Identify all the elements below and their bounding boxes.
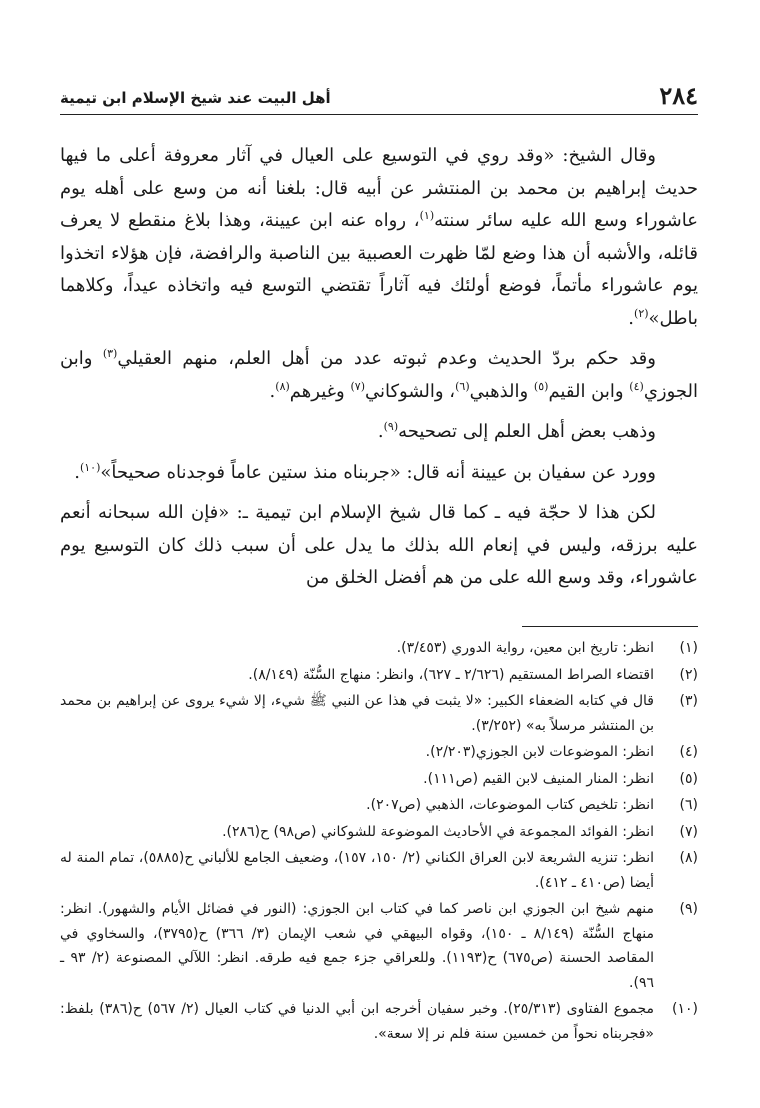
paragraph-3 [60,416,698,449]
footnote-ref-6[interactable]: (٦) [455,379,470,393]
footnote-number: (٧) [679,823,698,840]
footnote-text: انظر: الموضوعات لابن الجوزي(٢/٢٠٣). [425,744,654,760]
running-header [60,80,698,115]
footnote-6 [60,793,698,818]
footnote-ref-3[interactable]: (٣) [102,347,118,360]
footnote-text: انظر: الفوائد المجموعة في الأحاديث الموضوعة للشوكاني (ص٩٨) ح(٢٨٦). [222,823,654,840]
footnote-ref-10[interactable]: (١٠) [79,460,101,474]
footnote-number: (٨) [679,850,698,866]
text-run: وقال الشيخ: «وقد روي في التوسيع على العيال في آثار معروفة أعلى ما فيها حديث إبراهيم بن محمد بن المنتشر عن أبيه قال: بلغنا أنه من وسع على أهله يوم عاشوراء وسع الله عليه سائر سنته [60,145,698,231]
text-run: وقد حكم بردّ الحديث وعدم ثبوته عدد من أهل العلم، منهم العقيلي [117,348,656,369]
footnote-ref-2[interactable]: (٢) [634,306,649,320]
paragraph-2 [60,343,698,408]
text-run: وابن القيم [548,380,630,402]
text-run: . [269,380,276,402]
footnote-ref-9[interactable]: (٩) [383,420,399,433]
footnote-7 [60,820,698,845]
footnote-1 [60,636,698,661]
footnote-number: (٦) [679,797,698,813]
footnote-text: انظر: تلخيص كتاب الموضوعات، الذهبي (ص٢٠٧). [366,797,654,813]
footnote-9 [60,897,698,995]
footnote-number: (٢) [679,666,698,683]
footnote-ref-1[interactable]: (١) [419,209,435,222]
text-run: . [377,421,384,442]
footnotes [60,636,698,1048]
footnote-text: انظر: تنزيه الشريعة لابن العراق الكناني (٢/ ١٥٠، ١٥٧)، وضعيف الجامع للألباني ح(٥٨٨٥)، تمام المنة له أيضا (ص٤١٠ ـ ٤١٢). [60,850,655,891]
footnote-4 [60,740,698,765]
text-run: وغيرهم [289,380,351,402]
text-run: والذهبي [469,380,534,402]
footnote-text: مجموع الفتاوى (٢٥/٣١٣). وخبر سفيان أخرجه ابن أبي الدنيا في كتاب العيال (٢/ ٥٦٧) ح(٣٨٦) بلفظ: «فجربناه نحواً من خمسين سنة فلم نر إلا سعة». [60,1001,655,1042]
footnote-ref-5[interactable]: (٥) [533,379,549,393]
page-number: ٢٨٤ [659,81,698,110]
text-run: ، رواه عنه ابن عيينة، وهذا بلاغ منقطع لا يعرف قائله، والأشبه أن هذا وضع لمّا ظهرت العصبية بين الناصبة والرافضة، فإن هؤلاء اتخذوا يوم عاشوراء مأتماً، فوضع أولئك فيه آثاراً تقتضي التوسع فيه واتخاذه عيداً، وكلاهما باطل» [60,210,698,329]
paragraph-4 [60,457,698,490]
text-run: وورد عن سفيان بن عيينة أنه قال: «جربناه منذ ستين عاماً فوجدناه صحيحاً» [100,461,656,483]
footnote-text: منهم شيخ ابن الجوزي ابن ناصر كما في كتاب ابن الجوزي: (النور في فضائل الأيام والشهور). انظر: منهاج السُّنّة (٨/١٤٩ ـ ١٥٠)، وقواه البيهقي في شعب الإيمان (٣/ ٣٦٦) ح(٣٧٩٥)، والسخاوي في المقاصد الحسنة (ص٦٧٥) ح(١١٩٣). وللعراقي جزء جمع فيه طرقه. انظر: اللآلي المصنوعة (٢/ ٩٣ ـ ٩٦). [60,901,654,991]
footnote-number: (٩) [679,901,698,917]
footnote-8 [60,846,698,895]
footnote-text: قال في كتابه الضعفاء الكبير: «لا يثبت في هذا عن النبي ﷺ شيء، إلا شيء يروى عن إبراهيم بن محمد بن المنتشر مرسلاً به» (٣/٢٥٢). [60,693,654,734]
footnote-3 [60,689,698,738]
text-run: ، والشوكاني [364,380,456,402]
footnote-ref-8[interactable]: (٨) [275,379,290,393]
footnote-number: (١) [679,640,698,656]
text-run: . [74,461,80,483]
paragraph-1 [60,140,698,335]
footnote-number: (٤) [679,744,698,760]
footnote-number: (٣) [679,693,698,709]
footnote-text: انظر: المنار المنيف لابن القيم (ص١١١). [423,770,654,787]
main-text [60,140,698,603]
footnote-2 [60,663,698,688]
footnote-number: (٥) [679,770,698,787]
text-run: وابن الجوزي [60,348,698,402]
text-run: . [628,307,635,329]
text-run: وذهب بعض أهل العلم إلى تصحيحه [398,421,656,442]
footnote-separator [522,626,698,627]
footnote-ref-7[interactable]: (٧) [350,379,365,393]
footnote-5 [60,767,698,792]
footnote-ref-4[interactable]: (٤) [629,379,644,393]
footnote-number: (١٠) [672,1001,698,1017]
footnote-text: اقتضاء الصراط المستقيم (٢/٦٢٦ ـ ٦٢٧)، وانظر: منهاج السُّنّة (٨/١٤٩). [248,666,654,683]
running-title: أهل البيت عند شيخ الإسلام ابن تيمية [60,89,331,107]
paragraph-5: لكن هذا لا حجّة فيه ـ كما قال شيخ الإسلام ابن تيمية ـ: «فإن الله سبحانه أنعم عليه برزقه، وليس في إنعام الله بذلك ما يدل على أن سبب ذلك كان التوسيع يوم عاشوراء، وقد وسع الله على من هم أفضل الخلق من [60,502,698,588]
footnote-10 [60,997,698,1046]
footnote-text: انظر: تاريخ ابن معين، رواية الدوري (٣/٤٥٣). [396,640,654,656]
